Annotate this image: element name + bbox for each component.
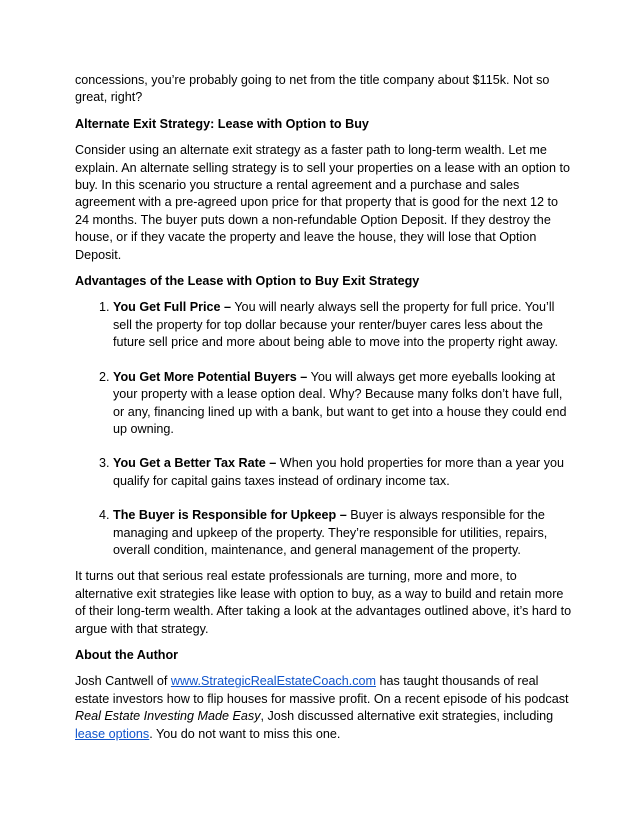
document-page (75, 72, 575, 752)
podcast-title: Real Estate Investing Made Easy (75, 709, 261, 724)
advantages-list (75, 299, 575, 559)
about-text-4: . You do not want to miss this one. (149, 726, 341, 741)
advantage-title: You Get a Better Tax Rate – (113, 456, 277, 471)
list-item (113, 507, 575, 559)
conclusion-paragraph: It turns out that serious real estate professionals are turning, more and more, to alternative exit strategies like lease with option to buy, as a way to build and retain more of their long-term wealth. After taking a look at the advantages outlined above, it’s hard to argue with that strategy. (75, 569, 572, 636)
lease-option-heading: Alternate Exit Strategy: Lease with Option to Buy (75, 116, 369, 131)
lease-options-link[interactable]: lease options (75, 726, 150, 741)
advantage-text: You will nearly always sell the property for full price. You’ll sell the property for top dollar because your renter/buyer cares less about the future sell price and more about being able to move into the property right away. (113, 300, 558, 350)
list-item (113, 455, 575, 490)
lease-option-paragraph: Consider using an alternate exit strategy as a faster path to long-term wealth. Let me explain. An alternate selling strategy is to sell your properties on a lease with an option to buy. In this scenario you structure a rental agreement and a purchase and sales agreement with a pre-agreed upon price for that property that is good for the next 12 to 24 months. The buyer puts down a non-refundable Option Deposit. If they destroy the house, or if they vacate the property and leave the house, they will lose that Option Deposit. (75, 143, 570, 262)
about-text-2: has taught thousands of real estate investors how to flip houses for massive profit. On a recent episode of his podcast (75, 674, 569, 706)
advantage-title: You Get Full Price – (113, 300, 232, 315)
about-text-3: , Josh discussed alternative exit strategies, including (260, 709, 554, 724)
advantage-text: Buyer is always responsible for the managing and upkeep of the property. They’re responsible for utilities, repairs, overall condition, maintenance, and general management of the property. (113, 508, 548, 557)
list-item (113, 299, 575, 351)
about-author-heading: About the Author (75, 647, 179, 662)
intro-paragraph: concessions, you’re probably going to net from the title company about $115k. Not so great, right? (75, 73, 550, 105)
about-author-paragraph (75, 673, 575, 743)
about-text-1: Josh Cantwell of (75, 674, 171, 689)
advantage-text: You will always get more eyeballs looking at your property with a lease option deal. Why? Because many folks don’t have full, or any, financing lined up with a bank, but want to get into a house they could end up owning. (113, 369, 567, 436)
advantage-title: The Buyer is Responsible for Upkeep – (113, 508, 347, 523)
advantage-text: When you hold properties for more than a year you qualify for capital gains taxes instead of ordinary income tax. (113, 456, 565, 488)
advantage-title: You Get More Potential Buyers – (113, 369, 308, 384)
strategic-coach-link[interactable]: www.StrategicRealEstateCoach.com (170, 674, 376, 689)
advantages-heading: Advantages of the Lease with Option to Buy Exit Strategy (75, 274, 420, 289)
list-item (113, 369, 575, 439)
